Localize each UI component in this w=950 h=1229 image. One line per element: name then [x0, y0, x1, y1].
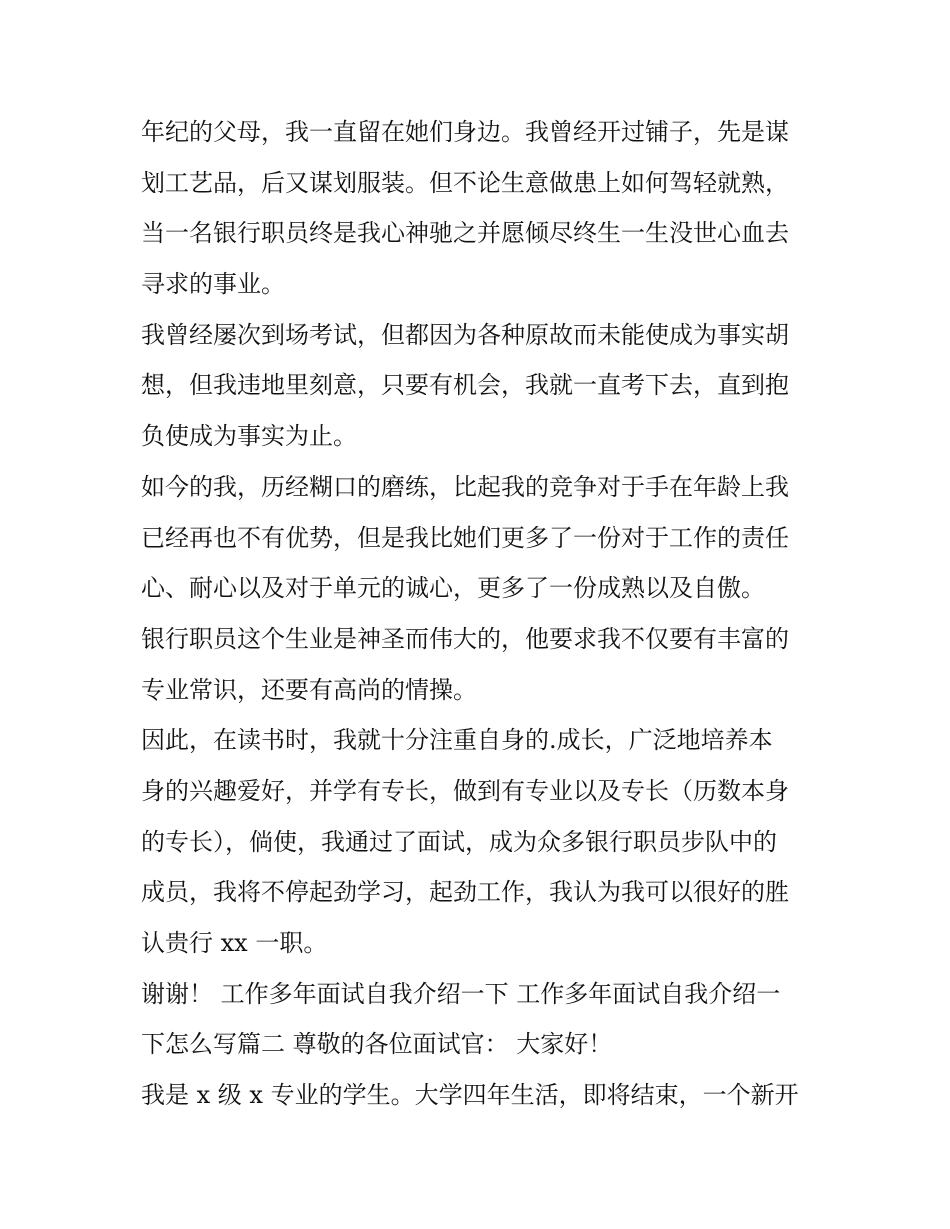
text-line: 我是 x 级 x 专业的学生。大学四年生活，即将结束，一个新开 [141, 1081, 799, 1110]
text-line: 心、耐心以及对于单元的诚心，更多了一份成熟以及自傲。 [141, 574, 765, 603]
text-line: 负使成为事实为止。 [141, 422, 357, 451]
text-line: 寻求的事业。 [141, 270, 285, 299]
text-line: 下怎么写篇二 尊敬的各位面试官： 大家好！ [141, 1030, 613, 1059]
body-text [141, 107, 821, 1121]
text-line: 的专长），倘使，我通过了面试，成为众多银行职员步队中的 [141, 827, 777, 856]
text-line: 谢谢！ 工作多年面试自我介绍一下 工作多年面试自我介绍一 [141, 979, 781, 1008]
text-line: 当一名银行职员终是我心神驰之并愿倾尽终生一生没世心血去 [141, 219, 789, 248]
text-line: 年纪的父母，我一直留在她们身边。我曾经开过铺子，先是谋 [141, 118, 789, 146]
text-line: 专业常识，还要有高尚的情操。 [141, 675, 477, 704]
text-line: 因此，在读书时，我就十分注重自身的.成长，广泛地培养本 [141, 726, 773, 755]
text-line: 我曾经屡次到场考试，但都因为各种原故而未能使成为事实胡 [141, 320, 789, 349]
text-line: 想，但我违地里刻意，只要有机会，我就一直考下去，直到抱 [141, 371, 789, 400]
text-line: 银行职员这个生业是神圣而伟大的，他要求我不仅要有丰富的 [141, 624, 789, 653]
text-line: 已经再也不有优势，但是我比她们更多了一份对于工作的责任 [141, 523, 789, 552]
text-line: 成员，我将不停起劲学习，起劲工作，我认为我可以很好的胜 [141, 878, 789, 907]
text-line: 身的兴趣爱好，并学有专长，做到有专业以及专长（历数本身 [141, 776, 789, 805]
text-line: 划工艺品，后又谋划服装。但不论生意做患上如何驾轻就熟， [141, 168, 789, 197]
text-line: 如今的我，历经糊口的磨练，比起我的竞争对于手在年龄上我 [141, 472, 789, 501]
text-line: 认贵行 xx 一职。 [141, 929, 328, 957]
